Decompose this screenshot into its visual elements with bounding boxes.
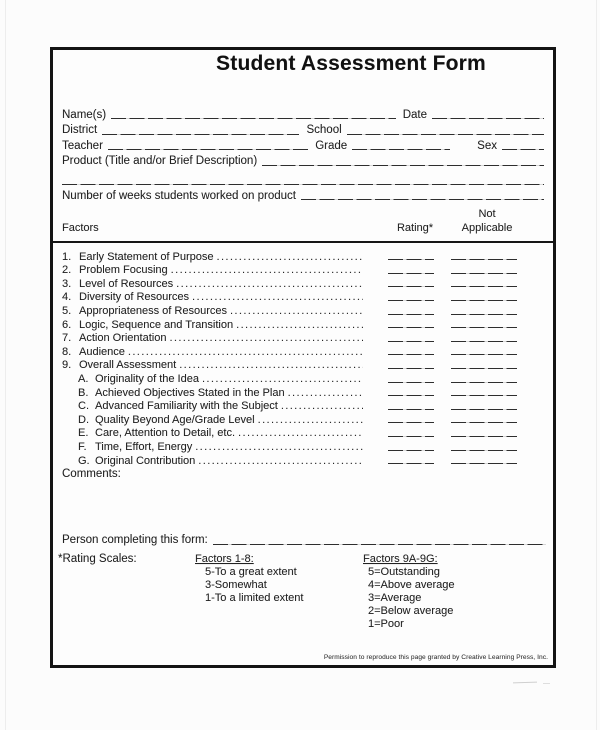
rating-blank (388, 428, 434, 438)
date-blank (432, 109, 544, 121)
factor-label: Problem Focusing (79, 264, 168, 277)
factor-label: Level of Resources (79, 277, 174, 290)
permission-footer: Permission to reproduce this page granted by Creative Learning Press, Inc. (323, 654, 548, 661)
factor-number: 9. (62, 359, 72, 372)
product-label: Product (Title and/or Brief Description) (62, 155, 258, 167)
not-applicable-blank (451, 252, 517, 262)
weeks-blank (301, 190, 544, 202)
person-completing-blank (213, 534, 546, 546)
scale-col2-header: Factors 9A-9G: (363, 553, 438, 565)
grade-blank (352, 140, 450, 152)
date-label: Date (402, 108, 427, 121)
not-applicable-blank (451, 320, 517, 330)
rating-blank (388, 347, 434, 357)
sex-label: Sex (477, 139, 497, 152)
scan-edge-right (596, 0, 597, 730)
factor-row-4 (62, 290, 517, 304)
rating-blank (388, 401, 434, 411)
rating-blank (388, 374, 434, 384)
factor-row-9a (62, 371, 517, 385)
factor-label: Diversity of Resources (79, 291, 190, 304)
factor-label: Overall Assessment (79, 359, 177, 372)
rating-blank (388, 279, 434, 289)
rating-blank (388, 320, 434, 330)
rating-scale-factors-1-8 (195, 553, 303, 605)
factor-letter: D. (78, 413, 89, 426)
factor-number: 4. (62, 291, 72, 304)
rating-scale-factors-9a-9g (363, 553, 455, 631)
district-label: District (62, 124, 98, 136)
factor-label: Original Contribution (95, 454, 196, 467)
not-applicable-blank (451, 388, 517, 398)
not-applicable-blank (451, 265, 517, 275)
product-blank (262, 155, 544, 167)
not-applicable-blank (451, 292, 517, 302)
rating-blank (388, 306, 434, 316)
factor-number: 7. (62, 332, 72, 345)
not-applicable-blank (451, 401, 517, 411)
factor-label: Achieved Objectives Stated in the Plan (95, 386, 285, 399)
not-applicable-blank (451, 456, 517, 466)
factor-letter: C. (78, 400, 89, 413)
school-label: School (306, 124, 342, 136)
scale-item: 5-To a great extent (205, 566, 297, 578)
dot-leader (168, 331, 363, 344)
factor-number: 3. (62, 277, 72, 290)
dot-leader (235, 318, 363, 331)
scale-item: 4=Above average (368, 579, 455, 591)
factor-number: 2. (62, 264, 72, 277)
dot-leader (170, 263, 363, 276)
factor-row-9d (62, 412, 517, 426)
school-blank (347, 124, 544, 136)
not-applicable-blank (451, 415, 517, 425)
factor-letter: A. (78, 372, 89, 385)
factor-row-9c (62, 399, 517, 413)
name-date-row (62, 105, 544, 121)
dot-leader (216, 250, 363, 263)
not-applicable-blank (451, 428, 517, 438)
form-title: Student Assessment Form (216, 52, 486, 75)
header-fields (62, 105, 544, 202)
not-applicable-blank (451, 374, 517, 384)
factor-row-5 (62, 303, 517, 317)
not-applicable-blank (451, 306, 517, 316)
factor-label: Time, Effort, Energy (95, 440, 193, 453)
person-completing-row (62, 531, 546, 546)
product-blank-line2 (62, 174, 544, 186)
district-blank (102, 124, 299, 136)
factor-row-7 (62, 331, 517, 345)
rating-blank (388, 292, 434, 302)
rating-blank (388, 252, 434, 262)
factor-label: Originality of the Idea (95, 372, 199, 385)
scan-artifact (543, 683, 550, 684)
not-applicable-blank (451, 333, 517, 343)
weeks-row (62, 186, 544, 202)
scale-item: 1-To a limited extent (205, 592, 304, 604)
dot-leader (197, 454, 363, 467)
grade-label: Grade (315, 139, 348, 152)
scale-item: 2=Below average (368, 605, 454, 617)
factors-column-header: Factors (62, 222, 99, 234)
product-continuation-row (62, 173, 544, 186)
factor-label: Audience (79, 345, 125, 358)
factor-number: 1. (62, 250, 72, 263)
factor-row-1 (62, 249, 517, 263)
dot-leader (280, 399, 363, 412)
factor-label: Early Statement of Purpose (79, 250, 214, 263)
teacher-label: Teacher (62, 139, 103, 152)
not-applicable-blank (451, 360, 517, 370)
dot-leader (201, 372, 363, 385)
factor-row-3 (62, 276, 517, 290)
factor-number: 8. (62, 345, 72, 358)
weeks-label: Number of weeks students worked on product (62, 189, 296, 202)
factor-row-9 (62, 358, 517, 372)
factor-row-9e (62, 426, 517, 440)
scale-item: 3=Average (368, 592, 422, 604)
comments-label: Comments: (62, 468, 121, 480)
factor-label: Advanced Familiarity with the Subject (95, 400, 278, 413)
dot-leader (191, 290, 363, 303)
factor-letter: B. (78, 386, 89, 399)
dot-leader (194, 440, 363, 453)
rating-blank (388, 265, 434, 275)
scale-item: 3-Somewhat (205, 579, 267, 591)
factor-row-2 (62, 263, 517, 277)
scale-item: 1=Poor (368, 618, 404, 630)
factor-number: 5. (62, 304, 72, 317)
scale-item: 5=Outstanding (368, 566, 440, 578)
dot-leader (257, 413, 363, 426)
dot-leader (237, 426, 363, 439)
not-applicable-header-line1: Not (478, 208, 496, 220)
rating-scales-label: *Rating Scales: (58, 553, 137, 565)
name-blank (111, 109, 396, 121)
rating-blank (388, 442, 434, 452)
scan-edge-left (5, 0, 6, 730)
scan-artifact (513, 682, 537, 684)
rating-blank (388, 333, 434, 343)
sex-blank (502, 140, 544, 152)
factor-label: Logic, Sequence and Transition (79, 318, 234, 331)
product-row (62, 152, 544, 168)
factor-label: Appropriateness of Resources (79, 304, 227, 317)
dot-leader (287, 386, 363, 399)
rating-blank (388, 415, 434, 425)
factor-row-9b (62, 385, 517, 399)
rating-blank (388, 388, 434, 398)
factor-row-8 (62, 344, 517, 358)
person-completing-label: Person completing this form: (62, 534, 208, 546)
district-school-row (62, 121, 544, 137)
factor-row-9g (62, 453, 517, 467)
dot-leader (127, 345, 363, 358)
scale-col1-header: Factors 1-8: (195, 553, 254, 565)
factor-letter: E. (78, 427, 89, 440)
not-applicable-blank (451, 442, 517, 452)
factor-label: Action Orientation (79, 332, 167, 345)
factor-number: 6. (62, 318, 72, 331)
dot-leader (178, 358, 363, 371)
factor-row-9f (62, 439, 517, 453)
not-applicable-blank (451, 279, 517, 289)
factor-label: Quality Beyond Age/Grade Level (95, 413, 255, 426)
name-label: Name(s) (62, 108, 107, 121)
rating-blank (388, 360, 434, 370)
header-divider-rule (53, 241, 553, 243)
factor-row-6 (62, 317, 517, 331)
factors-list (62, 249, 517, 467)
teacher-blank (108, 140, 308, 152)
rating-column-header: Rating* (396, 222, 434, 234)
not-applicable-header-line2: Applicable (461, 222, 513, 234)
factor-letter: F. (78, 440, 87, 453)
dot-leader (175, 277, 363, 290)
factor-letter: G. (78, 454, 90, 467)
form-border-box (50, 47, 556, 668)
factor-label: Care, Attention to Detail, etc. (95, 427, 236, 440)
rating-blank (388, 456, 434, 466)
teacher-grade-sex-row (62, 136, 544, 152)
not-applicable-blank (451, 347, 517, 357)
dot-leader (229, 304, 363, 317)
